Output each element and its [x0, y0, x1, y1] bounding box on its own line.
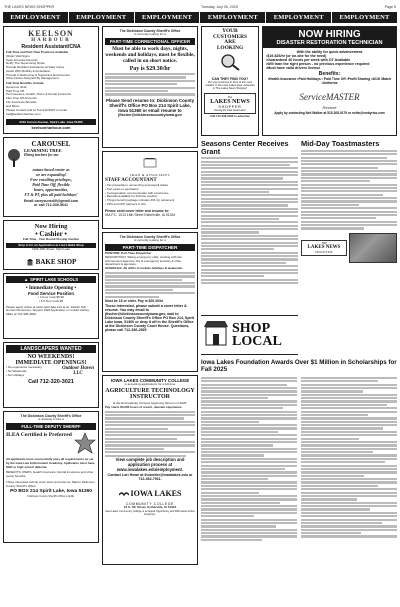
now-hiring-intro: With the ability for quick advancement [296, 50, 363, 54]
iss-item: • Benefits available for full-time position [105, 194, 158, 199]
now-hiring-pay: •$19-$26/hr (or on-site for the need) [266, 54, 327, 58]
sheriff-deputy-ad [3, 411, 99, 543]
iowa-lakes-description [105, 411, 195, 457]
masthead [4, 3, 396, 11]
landscapers-line1: NO WEEKENDS! [27, 354, 75, 360]
landscapers-wanted-ad [3, 342, 99, 408]
bakeshop-address: 1906 18th Street, Spirit Lake [31, 246, 71, 251]
keelson-logo: KEELSON [28, 29, 74, 38]
spiritlake-opening: • Immediate Opening • [25, 285, 77, 291]
customers-ad-column [201, 26, 259, 139]
sheriff-left-address: PO BOX 214 Spirit Lake, Iowa 51360 [10, 489, 92, 495]
iowa-lakes-role: AGRICULTURE TECHNOLOGY INSTRUCTOR [105, 387, 195, 401]
iss-item: • Tax preparation, accounting and payroll duties [105, 183, 169, 187]
keelson-benefit: Paid Time Off [6, 88, 25, 93]
landscapers-item: • No Weekends [6, 368, 27, 373]
seasons-headline: Seasons Center Receives Grant [201, 139, 289, 156]
iss-item: • CPA and CFP partners in firm [105, 201, 147, 206]
spiritlake-contact: Please apply online at www.spirit-lake.k12.ia.us. District Tab, Human Resources, Support Staff Application or contact Ashley Miller at 712-336-2820. [6, 304, 89, 316]
now-hiring-line1: NOW HIRING [298, 29, 361, 40]
logo-sub: SHOPPER [218, 104, 242, 109]
keelson-harbour-ad [3, 26, 99, 134]
iss-logo [105, 155, 195, 177]
sheriff-mid-schedule: SCHEDULE: All shifts to include holidays & weekends. [105, 266, 183, 270]
sheriff-left-role: FULL-TIME DEPUTY SHERIFF [6, 423, 96, 430]
sheriff-mid-sub: is currently looking for a [134, 238, 166, 243]
logo-name: LAKES NEWS [210, 98, 250, 105]
employment-tab: EMPLOYMENT [135, 12, 200, 23]
sheriff-top-title: The Dickinson County Sheriff's Office [119, 29, 181, 33]
sheriff-top-email: jfischer@dickinsoncountyiowa.gov [118, 112, 182, 117]
keelson-address: 2010 Aurora Avenue, Spirit Lake, Iowa 51360 [6, 119, 96, 125]
landscapers-call: Call 712-320-3021 [28, 379, 74, 386]
staff-accountant-ad [102, 151, 198, 229]
bakeshop-role: • Cashier • [35, 230, 67, 238]
keelson-benefits-title: Full-Time Benefits include: [6, 81, 45, 85]
badge-the: THE [321, 241, 327, 245]
iowa-lakes-college-ad [102, 375, 198, 565]
disaster-restoration-ad [262, 26, 397, 136]
spiritlake-hours: • 5.5 hour cook $5 [38, 298, 64, 303]
midday-headline: Mid-Day Toastmasters [301, 139, 380, 148]
iowa-lakes-eeo: Iowa Lakes Community College is an Equal Opportunity and Affirmative Action Employer. [105, 510, 195, 517]
keelson-line: Notify The Supervising Nurse [6, 61, 45, 66]
bakeshop-apply: Stop in for an Application at Lisa's Bake Shop [6, 243, 96, 248]
sheriff-mid-title: The Dickinson County Sheriff's Office [119, 235, 181, 239]
seasons-body [201, 157, 298, 284]
sheriff-badge-icon [74, 432, 96, 456]
carousel-sub: LEARNING TREE [24, 148, 62, 153]
iss-address: ISA P.C. 1013 16th Street Estherville, IA 51334 [105, 212, 176, 217]
keelson-role: Resident Assistant/CNA [21, 44, 81, 50]
people-photo [349, 233, 397, 263]
keelson-benefit: Life Insurance Benefits [6, 99, 37, 104]
bakeshop-hours: Full-Time - Year Round Closing Cashier [22, 237, 80, 241]
landscapers-company: Outdoor Haven LLC [61, 366, 95, 376]
sheriff-dispatcher-ad [102, 232, 198, 372]
sheriff-top-description [105, 73, 195, 95]
carousel-line: we are expanding! [35, 172, 67, 177]
keelson-logo-sub: HARBOUR [31, 38, 71, 43]
iss-name: IMAN & ASSOCIATES [130, 173, 170, 177]
sheriff-left-benefits: BENEFITS: IPERS, Health Insurance, Dental insurance and other yearly benefits. [6, 470, 94, 478]
landscapers-title: LANDSCAPERS WANTED [6, 345, 96, 353]
masthead-paper: THE LAKES NEWS SHOPPER [4, 5, 55, 9]
sheriff-top-lead: Must be able to work days, nights, weekends and holidays, must be flexible, called in on short notice. [105, 46, 195, 64]
shop-local-line2: LOCAL [232, 334, 282, 349]
keelson-benefit: and More! [6, 103, 20, 108]
customers-looking-ad [201, 26, 259, 136]
sheriff-top-role: PART-TIME CORRECTIONAL OFFICER [105, 38, 195, 45]
sheriff-mid-position: POSITION: Part-Time Dispatcher [105, 251, 152, 255]
keelson-benefit: Flex Time Off Accounts [6, 96, 37, 100]
shop-local-block [201, 315, 298, 355]
iss-title: STAFF ACCOUNTANT [105, 178, 157, 183]
iowa-lakes-logo-icon [119, 484, 129, 502]
sheriff-left-footer: Dickinson County Sheriff's Office is EOE. [27, 495, 75, 499]
carousel-title: CAROUSEL [31, 140, 71, 148]
employment-tab: EMPLOYMENT [200, 12, 265, 23]
iowa-lakes-logo: IOWA LAKES [130, 488, 182, 498]
customers-line3: ARE [224, 39, 236, 46]
logo-tagline: Serving the Iowa Great Lakes [214, 108, 246, 112]
iss-contact: Please send cover letter and resume to: [105, 208, 170, 213]
employment-header-bar [3, 12, 397, 23]
keelson-benefit: Pet Insurance, Health, Vision & Dental Insurance [6, 92, 71, 97]
bakeshop-now-hiring: Now Hiring [34, 223, 68, 230]
scholarships-headline: Iowa Lakes Foundation Awards Over $1 Million in Scholarships for Fall 2025 [201, 359, 397, 373]
now-hiring-train: •Will train the right person - no previous experience required [266, 62, 370, 66]
iowa-lakes-location: at the Emmetsburg Campus beginning fall term of 2025. [112, 400, 188, 405]
customers-call: Call 712-336-2185 to advertise [210, 113, 250, 118]
carousel-line: Paid Time Off, flexible [32, 182, 70, 187]
sheriff-top-sub: is currently looking for a [134, 32, 166, 37]
iowa-lakes-pay: Pay starts $3,000 hours of recent, relevant experience [105, 404, 182, 409]
shop-local-line1: SHOP [232, 320, 271, 336]
now-hiring-apply: Apply by contacting Neil Walker at 515-208-9179 or neilw@smbyrico.com [274, 111, 385, 115]
badge-sub: SHOPPER [314, 249, 334, 254]
sheriff-mid-pay: Must be 18 or older. Pay is $29.30/hr [105, 298, 164, 303]
carousel-line: nature based center as [32, 167, 70, 172]
masthead-date: Tuesday, July 05, 2025 [200, 5, 238, 9]
iowa-lakes-address: 19 S. 7th Street, Estherville, IA 51334 [123, 505, 177, 510]
column-left [3, 26, 99, 546]
sheriff-correctional-ad [102, 26, 198, 148]
iss-item: • Two years or equivalent [105, 186, 139, 191]
iowa-lakes-title: IOWA LAKES COMMUNITY COLLEGE [110, 378, 190, 383]
magnifier-icon [204, 53, 256, 76]
sheriff-mid-send: Those interested, please submit a cover letter & resume. You may email to jfischer@dickinsoncountyiowa.gov, mail to Dickinson County Sheriff's Office PO Box 214, Spirit Lake Iowa, 51360 or drop it off in the Sheriff's Office at the Dickinson County Court House. Questions, please call 712-336-2925 [105, 304, 195, 333]
bakeshop-logo: BAKE SHOP [35, 257, 77, 266]
sheriff-top-pay: Pay is $29.30/hr [129, 65, 171, 72]
sheriff-top-send: Please Send resume to: Dickinson County Sheriff's Office PO Box 214 Spirit Lake, Iowa 51360 or email resume to [105, 97, 195, 113]
sheriff-left-ilea-title: ILEA Certified is Preferred [6, 432, 72, 438]
storefront-icon [203, 319, 229, 352]
iss-item: • Compensation commensurate with experience [105, 190, 169, 195]
customers-line2: CUSTOMERS [212, 33, 248, 40]
iowa-lakes-logo-sub: COMMUNITY COLLEGE [125, 502, 174, 507]
customers-body: Put your business in front of the most readers in the Iowa Lakes area. Advertise in The Lakes News Shopper! [205, 80, 255, 91]
landscapers-item: • No Holidays [6, 372, 25, 377]
sheriff-mid-requirements [105, 272, 195, 298]
now-hiring-overtime: •Guaranteed 40 hours per week with OT Available [266, 58, 351, 62]
sheriff-left-title: The Dickinson County Sheriff's Office [20, 414, 82, 418]
sheriff-left-sub: is Seeking to hire a [38, 417, 64, 422]
customers-line4: LOOKING [216, 45, 244, 52]
carousel-learning-tree-ad [3, 137, 99, 217]
keelson-line: Provide Resident Assistance w/ Daily Cares [6, 65, 65, 69]
toastmasters-story [301, 140, 397, 263]
masthead-page: Page 5 [384, 5, 396, 9]
now-hiring-benefits-title: Benefits: [318, 71, 341, 77]
spiritlake-title-bar [6, 276, 96, 283]
carousel-line: Free enrolling privileges, [30, 177, 72, 182]
iowa-lakes-complete: View complete job description and application process at www.iowalakes.edu/employment. [115, 456, 185, 472]
keelson-contact: Please Contact Cali at 712-210-5097 or email: cali@keelsonharbour.com [6, 108, 68, 116]
landscapers-item: • No experience necessary [6, 365, 42, 369]
seasons-center-story [201, 140, 298, 285]
spiritlake-hours: • 4 hour cook $5.90 [38, 295, 64, 299]
sheriff-mid-description: DESCRIPTION: Taking emergency calls, working with law enforcement agencies, fire & emergency services & other department & agencies. [105, 254, 182, 267]
now-hiring-line2: DISASTER RESTORATION TECHNICIAN [276, 40, 383, 46]
servicemaster-logo-sub: Restore [322, 105, 337, 110]
keelson-line: Obtain Vital Signs [6, 53, 30, 58]
keelson-line: Assist With Mobility & Ambulation [6, 68, 51, 73]
carousel-line: Hiring teachers for our [24, 153, 59, 157]
carousel-email: Email carrysunsdill@gmail.com [23, 199, 79, 203]
keelson-line: Provide a Welcoming & Supportive Environment [6, 72, 70, 77]
spirit-lake-schools-ad [3, 273, 99, 339]
sheriff-mid-role: PART-TIME DISPATCHER [105, 244, 195, 251]
carousel-phone: or call 712-339-5641 [34, 203, 68, 208]
logo-the: The [227, 94, 233, 99]
tree-icon [6, 149, 22, 167]
keelson-line: Other Duties Assigned By Management [6, 76, 59, 81]
landscapers-line2: IMMEDIATE OPENINGS! [15, 360, 87, 366]
employment-tab: EMPLOYMENT [3, 12, 68, 23]
iowa-lakes-contact: Contact Lori Howe at lhoweller@iowalakes.edu or 712-362-7911. [107, 473, 193, 482]
iowa-lakes-sub: is accepting applications for a full-time [124, 382, 176, 386]
lakes-news-logo [204, 93, 256, 114]
employment-tab: EMPLOYMENT [69, 12, 134, 23]
carousel-line: FT & PT, plus all paid holidays! [24, 192, 78, 197]
carousel-line: hours, opportunities, [33, 187, 69, 192]
spiritlake-title: SPIRIT LAKE SCHOOLS [30, 277, 79, 282]
employment-tab: EMPLOYMENT [332, 12, 397, 23]
school-icon: ▲ [23, 277, 29, 282]
keelson-web: keelsonharbour.com [31, 124, 71, 130]
bake-shop-ad [3, 220, 99, 270]
now-hiring-benefits: •Health Insurance •Paid Holidays • Paid Time Off •Profit Sharing •401K Match •Uniforms [267, 77, 392, 85]
midday-body [301, 150, 397, 230]
scholarships-body [201, 376, 397, 543]
sheriff-left-ilea-body: All applicants must successfully pass all requirements as set by the Iowa Law Enforcement Academy. Applicants must have GED or high school diploma. [6, 457, 95, 469]
keelson-benefit: Generous 401k [6, 84, 27, 89]
cupcake-icon [26, 253, 34, 271]
iss-item: • Things benefit package includes 401 (k) retirement [105, 198, 175, 202]
now-hiring-license: •Must have valid drivers license [266, 66, 321, 70]
employment-tab: EMPLOYMENT [266, 12, 331, 23]
customers-line1: YOUR [222, 28, 238, 34]
servicemaster-logo: ServiceMASTER [299, 92, 360, 102]
column-center-left [102, 26, 198, 568]
badge-name: LAKES NEWS [307, 244, 341, 250]
shopper-badge [301, 240, 347, 256]
scholarships-story [201, 360, 397, 542]
now-hiring-column [262, 26, 397, 139]
keelson-line: Full-Time and Part-Time Positions Available [6, 50, 69, 54]
keelson-line: Keep Accurate Records [6, 57, 38, 62]
spiritlake-role: Food Service Position [27, 291, 75, 296]
sheriff-left-send: Those interested submit cover letter and resume. Mail to Dickinson County Sheriff's Office [6, 479, 95, 488]
customers-cta: CAN THEY FIND YOU? [211, 76, 249, 81]
